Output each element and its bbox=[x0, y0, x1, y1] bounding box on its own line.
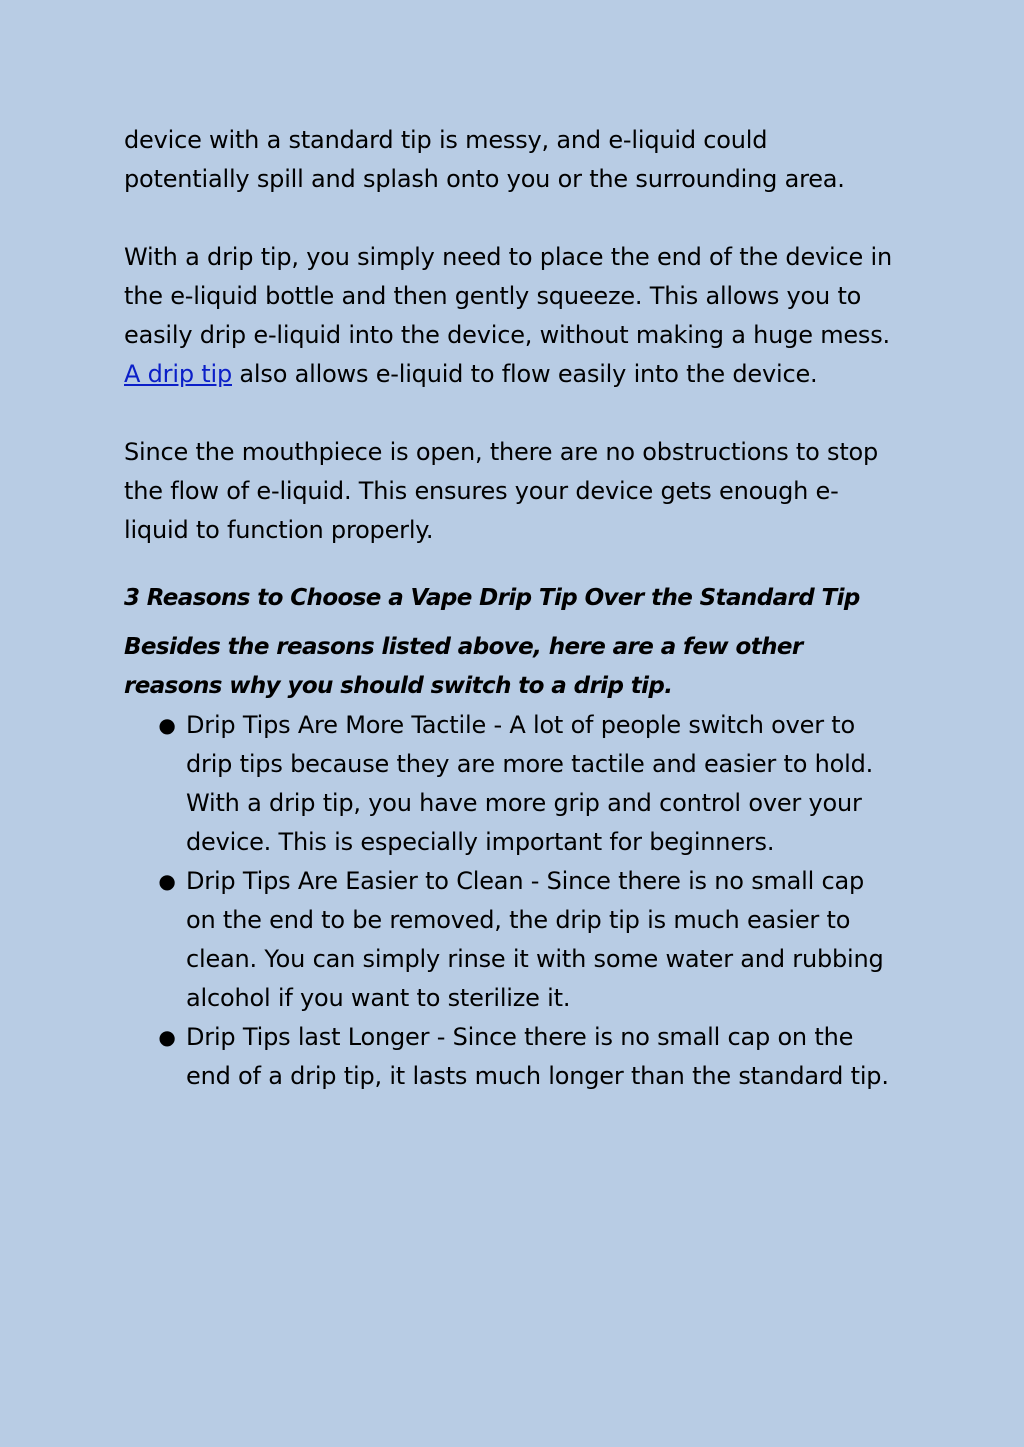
list-item-text: Drip Tips Are More Tactile - A lot of people switch over to drip tips because they are more tactile and easier to hold. With a drip tip, you have more grip and control over your device. This is especially important for beginners. bbox=[186, 711, 874, 856]
section-subheading: Besides the reasons listed above, here are a few other reasons why you should switch to a drip tip. bbox=[124, 634, 803, 699]
para2-text-after-link: also allows e-liquid to flow easily into the device. bbox=[232, 360, 818, 388]
para2-text-before-link: With a drip tip, you simply need to place the end of the device in the e-liquid bottle and then gently squeeze. This allows you to easily drip e-liquid into the device, without making a huge mess. bbox=[124, 243, 892, 349]
drip-tip-link[interactable]: A drip tip bbox=[124, 360, 232, 388]
drip-tip-usage-paragraph bbox=[124, 238, 899, 394]
list-item-text: Drip Tips Are Easier to Clean - Since there is no small cap on the end to be removed, the drip tip is much easier to clean. You can simply rinse it with some water and rubbing alcohol if you want to sterilize it. bbox=[186, 867, 884, 1012]
list-item bbox=[158, 862, 899, 1018]
reasons-list bbox=[124, 706, 899, 1096]
bullet-icon: ● bbox=[158, 713, 176, 737]
mouthpiece-paragraph: Since the mouthpiece is open, there are no obstructions to stop the flow of e-liquid. This ensures your device gets enough e-liquid to function properly. bbox=[124, 438, 879, 544]
list-item bbox=[158, 706, 899, 862]
list-item-text: Drip Tips last Longer - Since there is no small cap on the end of a drip tip, it lasts much longer than the standard tip. bbox=[186, 1023, 889, 1090]
list-item bbox=[158, 1018, 899, 1096]
section-heading: 3 Reasons to Choose a Vape Drip Tip Over the Standard Tip bbox=[124, 585, 860, 611]
intro-continuation-paragraph: device with a standard tip is messy, and e-liquid could potentially spill and splash onto you or the surrounding area. bbox=[124, 126, 845, 193]
bullet-icon: ● bbox=[158, 869, 176, 893]
bullet-icon: ● bbox=[158, 1025, 176, 1049]
document-body bbox=[124, 121, 899, 1096]
